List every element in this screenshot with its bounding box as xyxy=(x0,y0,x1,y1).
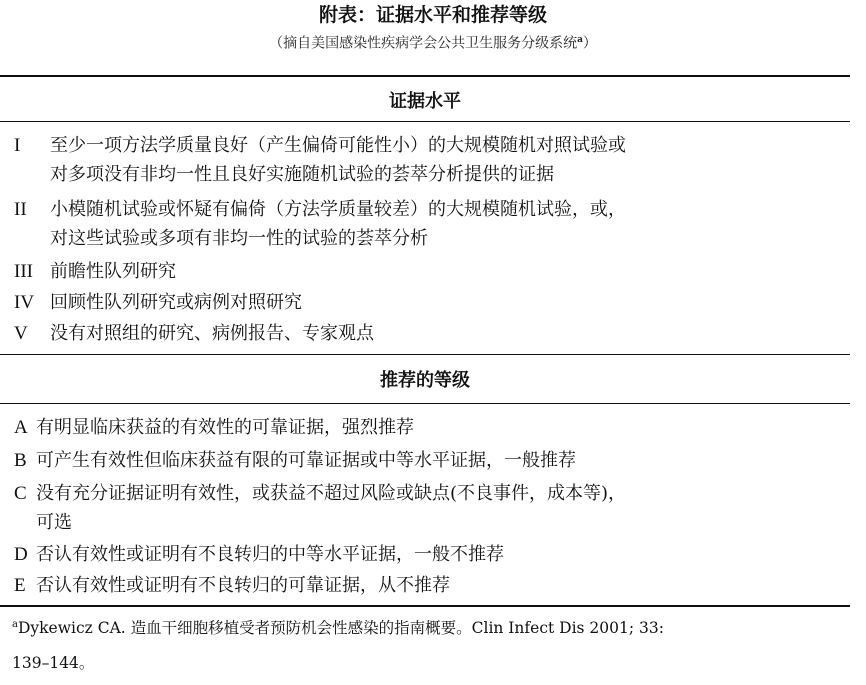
recommendation-heading-rule xyxy=(0,403,850,404)
recommendation-item xyxy=(14,571,844,600)
evidence-level-text: 至少一项方法学质量良好（产生偏倚可能性小）的大规模随机对照试验或 xyxy=(50,135,626,156)
evidence-heading-rule xyxy=(0,121,850,122)
section-divider xyxy=(0,354,850,355)
table-title: 附表：证据水平和推荐等级 xyxy=(318,4,547,26)
recommendation-item xyxy=(14,540,844,569)
top-rule xyxy=(0,75,850,77)
recommendation-grade-text: 否认有效性或证明有不良转归的可靠证据，从不推荐 xyxy=(36,575,450,596)
subtitle-text: （摘自美国感染性疾病学会公共卫生服务分级系统 xyxy=(269,35,578,52)
recommendation-item xyxy=(14,413,844,442)
evidence-level-code: IV xyxy=(14,292,35,313)
evidence-level-text: 小模随机试验或怀疑有偏倚（方法学质量较差）的大规模随机试验，或， xyxy=(50,199,626,220)
recommendation-grade-text-continued: 可选 xyxy=(36,512,72,533)
footnote-reference xyxy=(12,614,852,639)
recommendation-grade-code: C xyxy=(14,483,27,504)
evidence-level-code: I xyxy=(14,135,21,156)
recommendation-grade-code: A xyxy=(14,417,28,438)
evidence-level-code: II xyxy=(14,199,27,220)
subtitle-close: ） xyxy=(582,35,597,52)
recommendation-grade-text: 否认有效性或证明有不良转归的中等水平证据，一般不推荐 xyxy=(36,544,504,565)
evidence-level-code: III xyxy=(14,261,33,282)
evidence-item xyxy=(14,319,844,348)
footnote-line-1: Dykewicz CA. 造血干细胞移植受者预防机会性感染的指南概要。Clin Infect Dis 2001; 33: xyxy=(17,619,664,638)
recommendation-item xyxy=(14,479,844,508)
recommendation-grade-text: 有明显临床获益的有效性的可靠证据，强烈推荐 xyxy=(36,417,414,438)
bottom-rule xyxy=(0,605,850,607)
evidence-level-text-continued: 对这些试验或多项有非均一性的试验的荟萃分析 xyxy=(50,228,428,249)
evidence-item xyxy=(14,195,844,224)
recommendation-grade-code: B xyxy=(14,450,27,471)
evidence-item xyxy=(14,288,844,317)
evidence-level-text: 回顾性队列研究或病例对照研究 xyxy=(50,292,302,313)
evidence-item xyxy=(14,257,844,286)
subtitle-footnote-mark: a xyxy=(577,35,583,45)
evidence-level-text-continued: 对多项没有非均一性且良好实施随机试验的荟萃分析提供的证据 xyxy=(50,164,554,185)
recommendation-grade-code: E xyxy=(14,575,26,596)
table-subtitle xyxy=(0,30,866,54)
recommendation-item xyxy=(14,446,844,475)
recommendation-grade-text: 可产生有效性但临床获益有限的可靠证据或中等水平证据，一般推荐 xyxy=(36,450,576,471)
evidence-level-text: 前瞻性队列研究 xyxy=(50,261,176,282)
evidence-heading: 证据水平 xyxy=(389,91,461,112)
evidence-level-code: V xyxy=(14,323,28,344)
footnote-mark: a xyxy=(12,619,18,630)
recommendation-grade-code: D xyxy=(14,544,28,565)
recommendation-heading: 推荐的等级 xyxy=(380,370,470,391)
footnote-reference-continued: 139–144。 xyxy=(12,654,95,672)
evidence-item xyxy=(14,131,844,160)
recommendation-grade-text: 没有充分证据证明有效性，或获益不超过风险或缺点(不良事件，成本等)， xyxy=(36,483,627,504)
evidence-level-text: 没有对照组的研究、病例报告、专家观点 xyxy=(50,323,374,344)
